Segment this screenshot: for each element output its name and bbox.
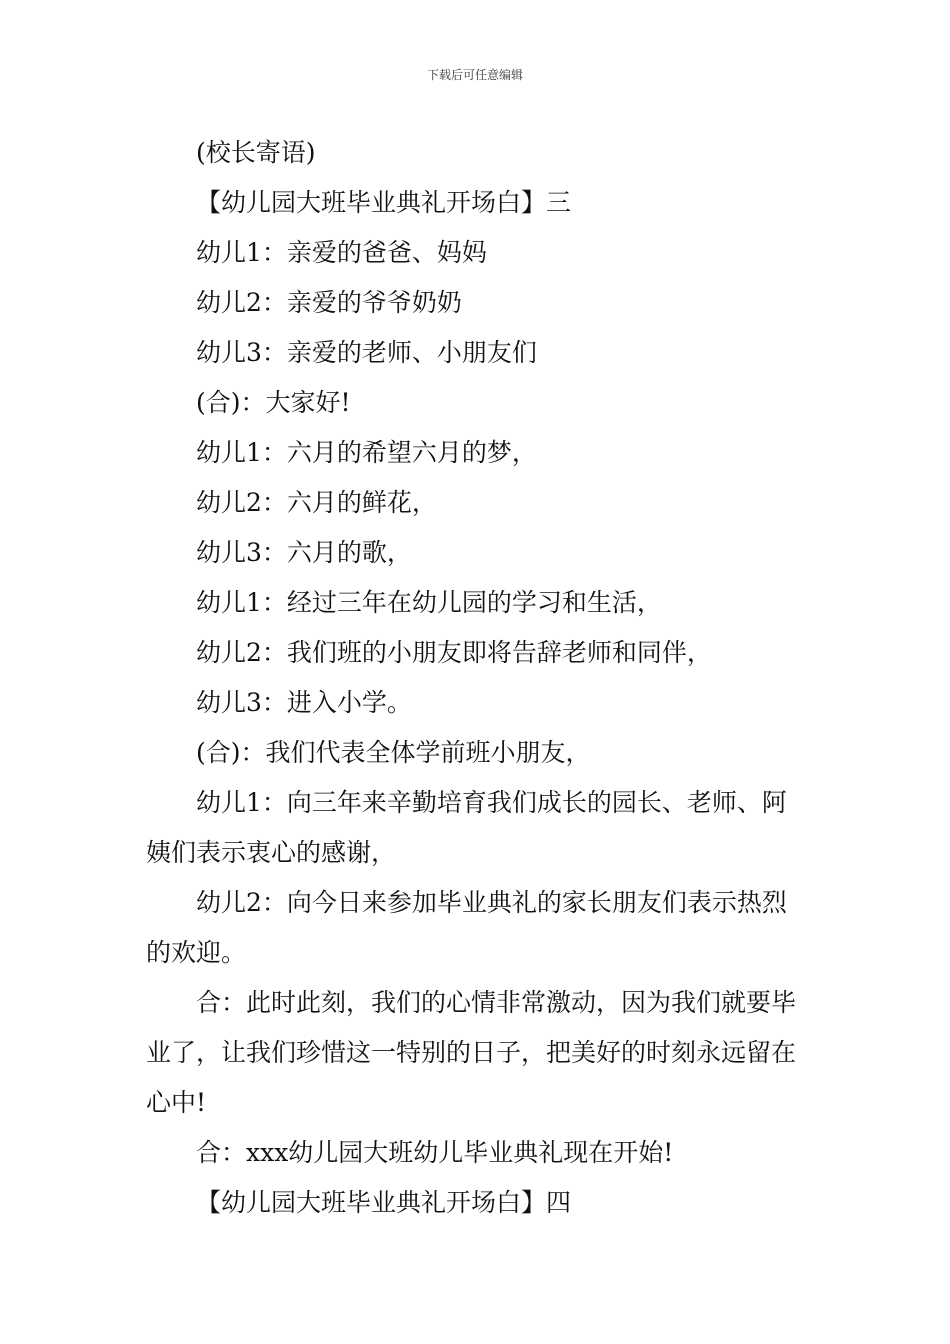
script-line: 幼儿3：六月的歌， (196, 538, 412, 567)
script-line: 合：此时此刻，我们的心情非常激动，因为我们就要毕业了，让我们珍惜这一特别的日子，把美好的时刻永远留在心中! (146, 988, 797, 1117)
script-line: 幼儿1：亲爱的爸爸、妈妈 (196, 238, 487, 267)
paragraph-principal-message: (校长寄语) (196, 138, 316, 167)
script-line: 幼儿1：经过三年在幼儿园的学习和生活， (196, 588, 662, 617)
script-line: 幼儿1：六月的希望六月的梦， (196, 438, 537, 467)
document-body (146, 128, 808, 1228)
script-line: 幼儿2：亲爱的爷爷奶奶 (196, 288, 462, 317)
section-heading-three: 【幼儿园大班毕业典礼开场白】三 (196, 188, 572, 217)
section-heading-four: 【幼儿园大班毕业典礼开场白】四 (196, 1188, 572, 1217)
script-line: 幼儿2：六月的鲜花， (196, 488, 437, 517)
page-header-note: 下载后可任意编辑 (426, 68, 523, 82)
script-line: 幼儿2：向今日来参加毕业典礼的家长朋友们表示热烈的欢迎。 (146, 888, 787, 967)
script-line: 幼儿3：进入小学。 (196, 688, 412, 717)
script-line: (合)：我们代表全体学前班小朋友， (196, 738, 591, 767)
script-line: 幼儿3：亲爱的老师、小朋友们 (196, 338, 537, 367)
script-line: (合)：大家好! (196, 388, 351, 417)
script-line: 幼儿1：向三年来辛勤培育我们成长的园长、老师、阿姨们表示衷心的感谢， (146, 788, 787, 867)
script-line: 幼儿2：我们班的小朋友即将告辞老师和同伴， (196, 638, 712, 667)
script-line: 合：xxx幼儿园大班幼儿毕业典礼现在开始! (196, 1138, 674, 1167)
